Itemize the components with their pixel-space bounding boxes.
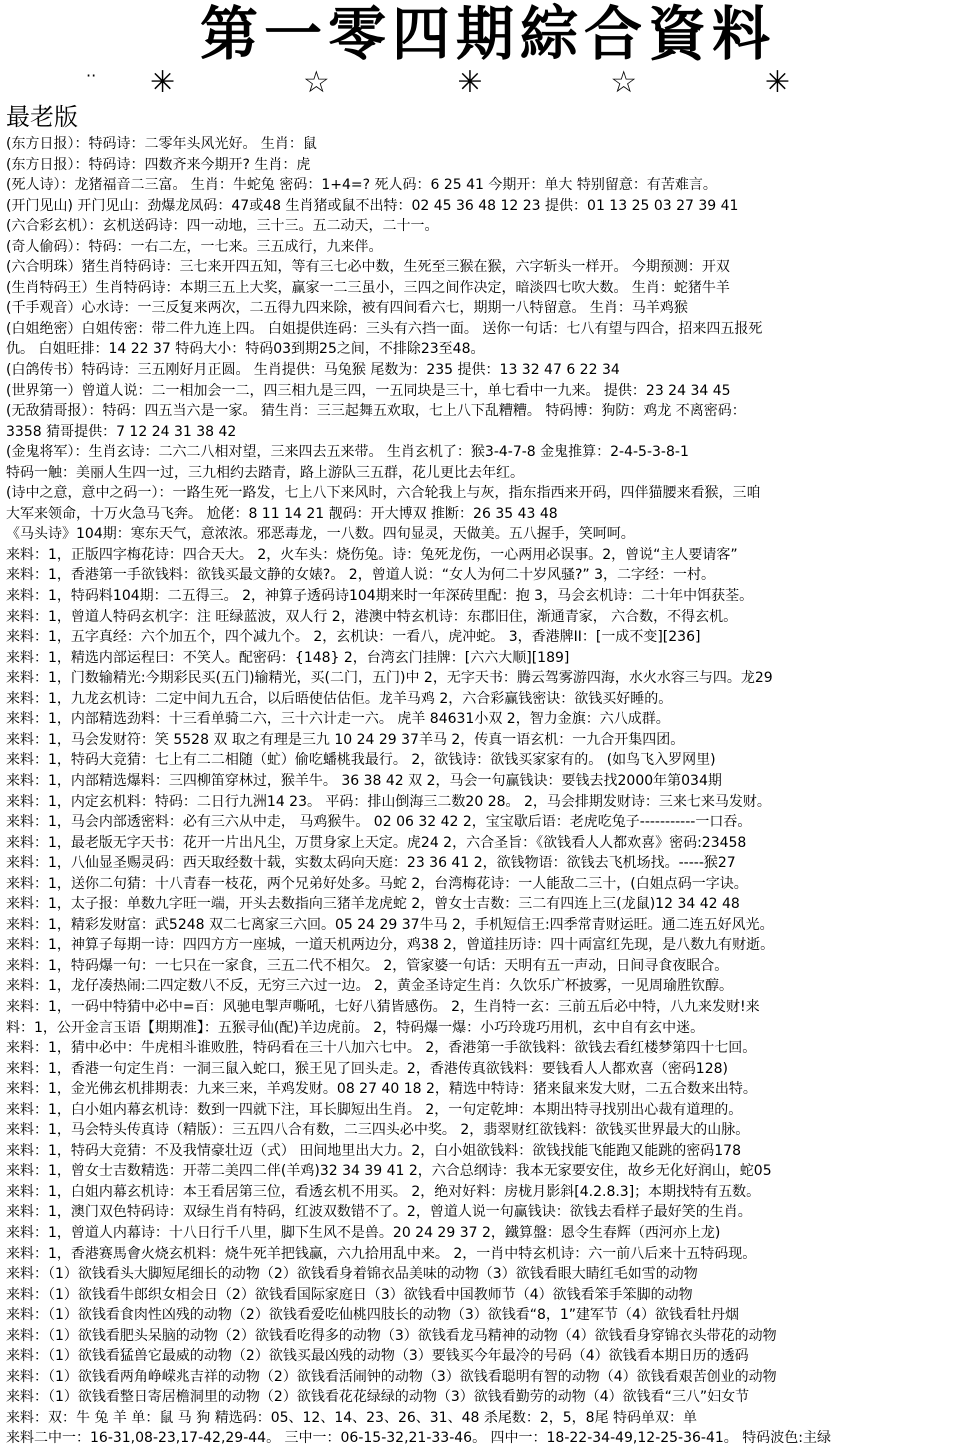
text-line: 来料：1，曾女士吉数精选：开蒂二美四二伴(羊鸡)32 34 39 41 2，六合总纲诗：我本无家要安住，故乡无化好润山，蛇05 — [6, 1163, 772, 1180]
star-decoration-row — [150, 66, 790, 100]
text-line: (死人诗）：龙猪福音二三富。 生肖：牛蛇兔 密码：1+4=? 死人码：6 25 41 今期开：单大 特别留意：有苦难言。 — [6, 177, 717, 194]
text-line: (世界第一）曾道人说：二一相加会一二，四三相九是三四，一五同块是三十，单七看中一九来。 提供：23 24 34 45 — [6, 382, 731, 399]
text-line: 来料：（1）欲钱看整日寄居檐洞里的动物（2）欲钱看花花绿绿的动物（3）欲钱看勤劳的动物（4）欲钱看“三八”妇女节 — [6, 1389, 750, 1406]
edition-label: 最老版 — [6, 103, 78, 131]
content-lines — [6, 134, 972, 1449]
text-line: 来料：1，内定玄机料：特码：二日行九洲14 23。 平码：排山倒海三二数20 28。 2，马会排期发财诗：三来七来马发财。 — [6, 793, 771, 810]
asterisk-icon: ✳ — [457, 65, 483, 100]
text-line: 来料：1，金光佛玄机排期表：九来三来，羊鸡发财。08 27 40 18 2，精选中特诗：猪来鼠来发大财，二五合数来出特。 — [6, 1081, 757, 1098]
text-line: 来料：1，特码大竞猜：不及我情豪壮迈（式） 田间地里出大力。2，白小姐欲钱料：欲钱找能飞能跑又能跳的密码178 — [6, 1142, 741, 1159]
text-line: 来料：1，一码中特猜中必中=百：风驰电掣声嘶吼，七好八猜皆感伤。 2，生肖特一玄：三前五后必中特，八九来发财!来 — [6, 998, 760, 1015]
text-line: 来料：1，特码爆一句：一七只在一家食，三五二代不相欠。 2，管家婆一句话：天明有五一声动，日间寻食夜眠合。 — [6, 957, 729, 974]
text-line: 来料：1，正版四字梅花诗：四合天大。 2，火车头：烧伤兔。诗：兔死龙伤，一心两用必误事。2，曾说“主人要请客” — [6, 546, 738, 563]
text-line: 来料：（1）欲钱看两角峥嵘兆吉祥的动物（2）欲钱看活闹钟的动物（3）欲钱看聪明有智的动物（4）欲钱看艰苦创业的动物 — [6, 1368, 777, 1385]
text-line: 来料：（1）欲钱看肥头呆脑的动物（2）欲钱看吃得多的动物（3）欲钱看龙马精神的动物（4）欲钱看身穿锦衣头带花的动物 — [6, 1327, 777, 1344]
text-line: 特码一触：美丽人生四一过，三九相约去踏青，路上游队三五群，花儿更比去年红。 — [6, 464, 524, 481]
text-line: 来料：1，精选内部运程曰：不笑人。配密码：{148} 2，台湾玄门挂牌：[六六大顺][189] — [6, 649, 570, 666]
text-line: 来料：（1）欲钱看头大脚短尾细长的动物（2）欲钱看身着锦衣品美味的动物（3）欲钱看眼大睛红毛如雪的动物 — [6, 1266, 698, 1283]
text-line: 来料：1，香港赛馬會火烧玄机料：烧牛死羊把钱赢，六九拾用乱中来。 2，一肖中特玄机诗：六一前八后来十五特码现。 — [6, 1245, 757, 1262]
text-line: 来料：1，特码料104期：二五得三。 2，神算子透码诗104期来时一年深砖里配：抱 3，马会玄机诗：二十年中饵获荃。 — [6, 588, 754, 605]
text-line: 来料：1，五字真经：六个加五个，四个减九个。 2，玄机诀：一看八，虎冲蛇。 3，香港牌II：[一成不变][236] — [6, 629, 701, 646]
text-line: 来料：（1）欲钱看食肉性凶残的动物（2）欲钱看爱吃仙桃四肢长的动物（3）欲钱看“8，1”建军节（4）欲钱看牡丹烟 — [6, 1307, 739, 1324]
text-line: 仇。 白姐旺排：14 22 37 特码大小：特码03到期25之间，不排除23至48。 — [6, 341, 485, 358]
text-line: 《马头诗》104期：寒东天气，意浓浓。邪恶毒龙，一八数。四旬显灵，天做美。五八握手，笑呵呵。 — [6, 526, 635, 543]
text-line: 来料：1，内部精选劲料：十三看单骑二六，三十六计走一六。 虎羊 84631小双 2，智力金旗：六八成群。 — [6, 711, 670, 728]
text-line: 来料：1，最老版无字天书：花开一片出凡尘，万贯身家上天定。虎24 2，六合圣旨：《欲钱看人人都欢喜》密码:23458 — [6, 834, 747, 851]
text-line: 大军来领命，十万火急马飞奔。 尬佬：8 11 14 21 靓码：开大博双 推断：26 35 43 48 — [6, 505, 558, 522]
text-line: (白鸽传书）特码诗：三五刚好月正圆。 生肖提供：马兔猴 尾数为：235 提供：13 32 47 6 22 34 — [6, 362, 620, 379]
text-line: (开门见山) 开门见山：劲爆龙凤码：47或48 生肖猪或鼠不出特：02 45 36 48 12 23 提供：01 13 25 03 27 39 41 — [6, 197, 739, 214]
text-line: (诗中之意，意中之码一）：一路生死一路发，七上八下来风时，六合轮我上与灰，指东指西来开码，四伴猫腰来看猴，三咱 — [6, 485, 761, 502]
text-line: (奇人偷码）：特码：一右二左，一七来。三五成行，九来伴。 — [6, 238, 383, 255]
text-line: 来料：1，特码大竞猜：七上有二二相随（虻）偷吃蟠桃我最行。 2，欲钱诗：欲钱买家家有的。 (如鸟飞入罗网里) — [6, 752, 716, 769]
text-line: 来料：1，白姐内幕玄机诗：本王看居第三位，看透玄机不用买。 2，绝对好料：房栊月影斜[4.2.8.3]；本期找特有五数。 — [6, 1183, 761, 1200]
text-line: 来料：双：牛 兔 羊 单：鼠 马 狗 精选码：05、12、14、23、26、31、48 杀尾数：2，5，8尾 特码单双：单 — [6, 1409, 698, 1426]
text-line: 来料：1，马会发财符：笑 5528 双 取之有理是三九 10 24 29 37羊马 2，传真一语玄机：一九合开集四团。 — [6, 731, 685, 748]
asterisk-icon: ✳ — [764, 65, 790, 100]
text-line: (金鬼将军）：生肖玄诗：二六二八相对望，三来四去五来带。 生肖玄机了：猴3-4-7-8 金鬼推算：2-4-5-3-8-1 — [6, 444, 689, 461]
star-icon: ☆ — [302, 65, 330, 100]
text-line: 来料：1，九龙玄机诗：二定中间九五合，以后晤使估估佢。龙羊马鸡 2，六合彩赢钱密诀：欲钱买好睡的。 — [6, 690, 673, 707]
text-line: (千手观音）心水诗：一三反复来两次，二五得九四来除，被有四间看六七，期期一八特留意。 生肖：马羊鸡猴 — [6, 300, 688, 317]
text-line: 来料：1，香港第一手欲钱料：欲钱买最文静的女婊?。 2，曾道人说：“女人为何二十岁风骚?” 3，二字经：一村。 — [6, 567, 715, 584]
text-line: (六合明珠）猪生肖特码诗：三七来开四五知，等有三七必中数，生死至三猴在猴，六字斩头一样开。 今期预测：开双 — [6, 259, 730, 276]
text-line: 来料：1，马会特头传真诗（精版）：三五四八合有数，二三四头必中奖。 2，翡翠财红欲钱料：欲钱买世界最大的山脉。 — [6, 1122, 750, 1139]
text-line: 来料：1，送你二句猜：十八青春一枝花，两个兄弟好处多。马蛇 2，台湾梅花诗：一人能敌二三十，(白姐点码一字诀。 — [6, 875, 748, 892]
text-line: 来料：1，八仙显圣赐灵码：西天取经数十载，实数太码向天庭：23 36 41 2，欲钱物语：欲钱去飞机场找。-----猴27 — [6, 855, 736, 872]
text-line: (东方日报）：特码诗：四数齐来今期开? 生肖：虎 — [6, 156, 311, 173]
text-line: 来料：1，澳门双色特码诗：双绿生肖有特码，红波双数错不了。2，曾道人说一句赢钱诀：欲钱去看样子最好笑的生肖。 — [6, 1204, 752, 1221]
text-line: 来料：1，马会内部透密料：必有三六从中走， 马鸡猴牛。 02 06 32 42 2，宝宝歇后语：老虎吃兔子-----------一口吞。 — [6, 814, 752, 831]
text-line: 来料：1，神算子每期一诗：四四方方一座城，一道天机两边分，鸡38 2，曾道挂历诗：四十両富红先现，是八数九有财逝。 — [6, 937, 775, 954]
text-line: 来料：（1）欲钱看猛兽它最威的动物（2）欲钱买最凶残的动物（3）要钱买今年最冷的号码（4）欲钱看本期日历的透码 — [6, 1348, 749, 1365]
text-line: 来料：1，龙仔凑热闹:二四定数八不反，无穷三六过一边。 2，黄金圣诗定生肖：久饮乐广杯披雾，一见周瑜胜钦醇。 — [6, 978, 733, 995]
text-line: (白姐绝密）白姐传密：带二件九连上四。 白姐提供连码：三头有六挡一面。 送你一句话：七八有望与四合，招来四五报死 — [6, 320, 763, 337]
text-line: (六合彩玄机）：玄机送码诗：四一动地，三十三。五二动天，二十一。 — [6, 218, 439, 235]
text-line: 来料：1，曾道人特码玄机字：注 旺绿蓝波，双人行 2，港澳中特玄机诗：东郡旧住，渐通青家， 六合数，不得玄机。 — [6, 608, 738, 625]
text-line: 来料：1，精彩发财富：武5248 双二七离家三六回。05 24 29 37牛马 2，手机短信王:四季常青财运旺。通二连五好风光。 — [6, 916, 774, 933]
text-line: 来料：1，香港一句定生肖：一洞三鼠入蛇口，猴王见了回头走。2，香港传真欲钱料：要钱看人人都欢喜（密码128) — [6, 1060, 728, 1077]
text-line: 来料：1，内部精选爆料：三四柳笛穿林过，猴羊牛。 36 38 42 双 2，马会一句赢钱诀：要钱去找2000年第034期 — [6, 772, 722, 789]
text-line: 料：1，公开金言玉语【期期准】：五猴寻仙(配)羊边虎前。 2，特码爆一爆：小巧玲珑巧用机，玄中自有玄中迷。 — [6, 1019, 705, 1036]
text-line: 来料：（1）欲钱看牛郎织女相会日（2）欲钱看国际家庭日（3）欲钱看中国教师节（4）欲钱看笨手笨脚的动物 — [6, 1286, 693, 1303]
text-line: (生肖特码王）生肖特码诗：本期三五上大奖，赢家一二三虽小，三四之间作决定，暗淡四七吹大数。 生肖：蛇猪牛羊 — [6, 279, 730, 296]
asterisk-icon: ✳ — [150, 65, 176, 100]
star-icon: ☆ — [610, 65, 638, 100]
text-line: 来料二中一：16-31,08-23,17-42,29-44。 三中一：06-15-32,21-33-46。 四中一：18-22-34-49,12-25-36-41。 特码波色:主绿 — [6, 1430, 831, 1447]
page-title: 第一零四期綜合資料 — [199, 0, 776, 68]
text-line: 来料：1，白小姐内幕玄机诗：数到一四就下注，耳长脚短出生肖。 2，一句定乾坤：本期出特寻找别出心裁有道理的。 — [6, 1101, 743, 1118]
text-line: (东方日报）：特码诗：二零年头风光好。 生肖：鼠 — [6, 136, 317, 152]
text-line: 来料：1，曾道人内幕诗：十八日行千八里，脚下生风不是兽。20 24 29 37 2，鐵算盤：恩令生春辉（西河亦上龙) — [6, 1224, 721, 1241]
text-line: 3358 猜哥提供：7 12 24 31 38 42 — [6, 423, 237, 440]
text-line: 来料：1，门数输精光:今期彩民买(五门)输精光，买(二门，五门)中 2，无字天书：腾云驾雾游四海，水火水容三与四。龙29 — [6, 670, 773, 687]
text-line: 来料：1，太子报：单数九字旺一端，开头去数指向三猪羊龙虎蛇 2，曾女士吉数：三二有四连上三(龙鼠)12 34 42 48 — [6, 896, 740, 913]
text-line: 来料：1，猜中必中：牛虎相斗谁败胜，特码看在三十八加六七中。 2，香港第一手欲钱料：欲钱去看红楼梦第四十七回。 — [6, 1040, 757, 1057]
decorative-dots: ·· — [86, 66, 97, 85]
text-line: (无敌猜哥报）：特码：四五当六是一家。 猜生肖：三三起舞五欢取，七上八下乱糟糟。 特码博：狗防：鸡龙 不离密码： — [6, 403, 746, 420]
